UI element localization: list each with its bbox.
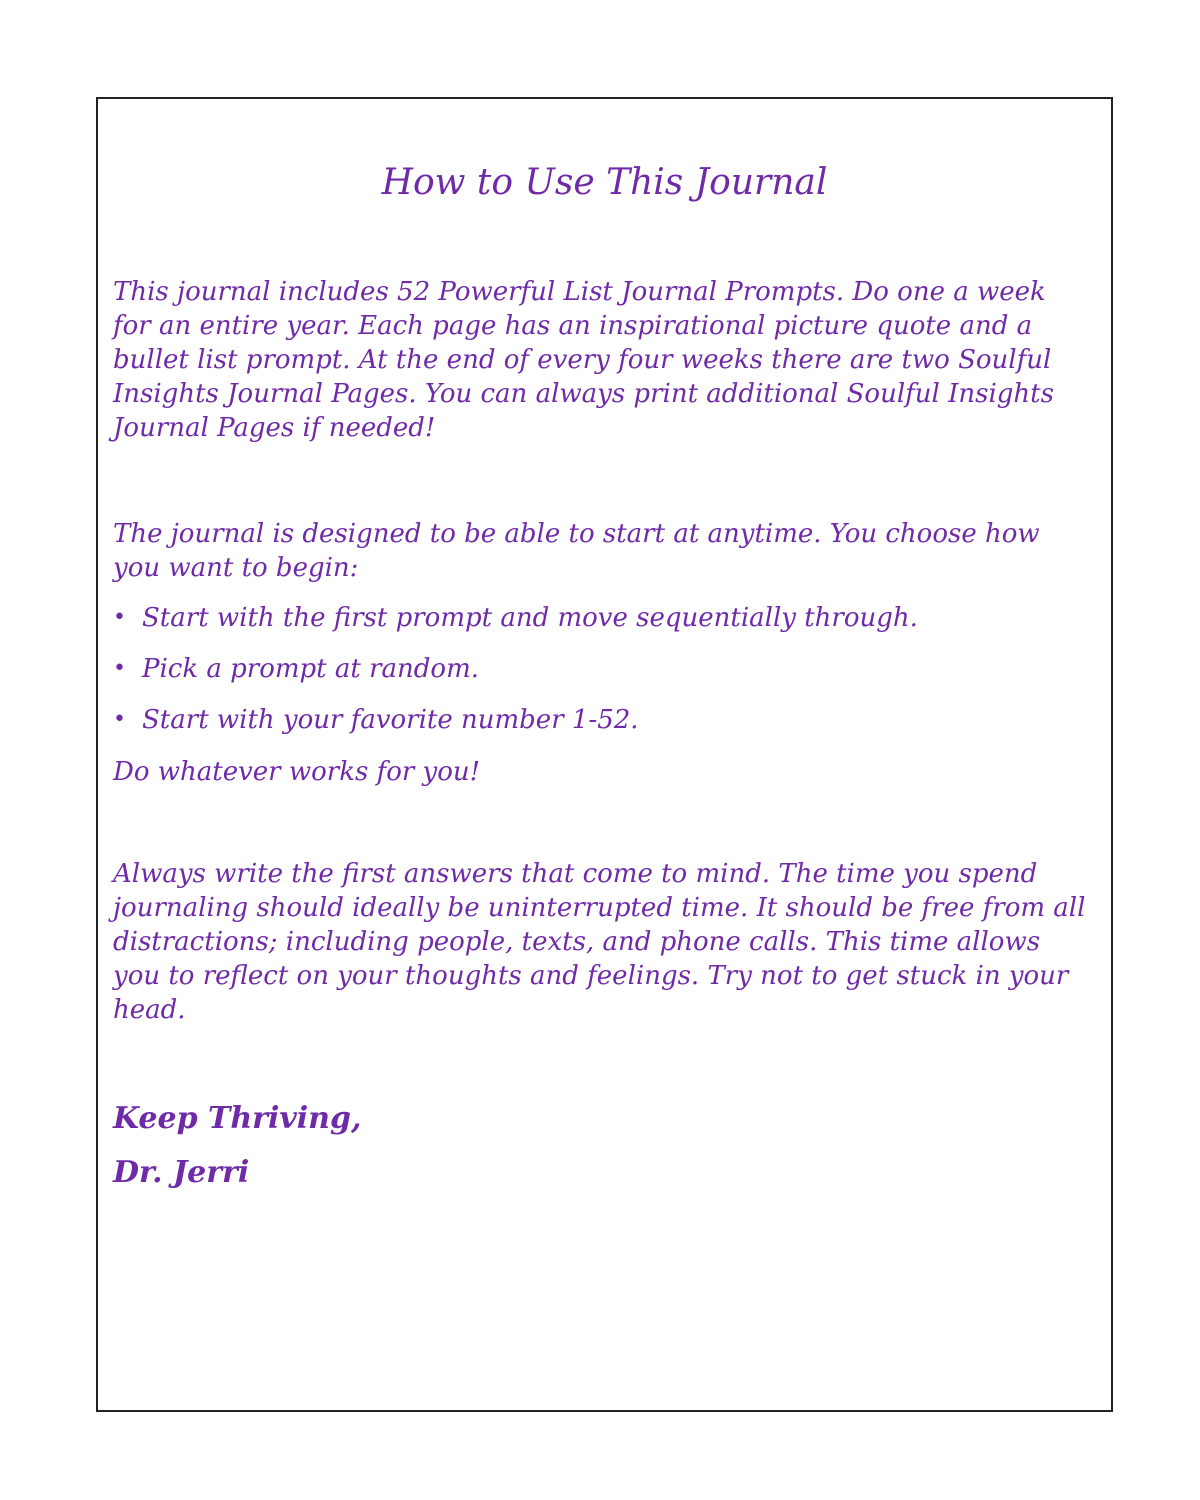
start-options-paragraph: The journal is designed to be able to start at anytime. You choose how you want to begin:: [113, 519, 1040, 583]
list-item: [113, 703, 1088, 737]
writing-advice-paragraph: Always write the first answers that come to mind. The time you spend journaling should ideally be uninterrupted time. It should be free from all distractions; including people, texts, and phone calls. This time allows you to reflect on your thoughts and feelings. Try not to get stuck in your head.: [113, 859, 1086, 1025]
list-item-text: Start with your favorite number 1-52.: [142, 705, 639, 735]
page-frame: [96, 97, 1113, 1412]
bullet-icon: •: [113, 656, 126, 681]
list-item: [113, 652, 1088, 686]
closing-line: Keep Thriving,: [113, 1101, 362, 1136]
intro-paragraph: This journal includes 52 Powerful List Journal Prompts. Do one a week for an entire year. Each page has an inspirational picture quote and a bullet list prompt. At the end of every four weeks there are two Soulful Insights Journal Pages. You can always print additional Soulful Insights Journal Pages if needed!: [113, 277, 1054, 443]
bullet-icon: •: [113, 605, 126, 630]
list-item-text: Pick a prompt at random.: [142, 654, 479, 684]
page-title: How to Use This Journal: [381, 162, 828, 203]
list-item-text: Start with the first prompt and move sequentially through.: [142, 603, 918, 633]
bullet-icon: •: [113, 707, 126, 732]
encouragement-line: Do whatever works for you!: [113, 757, 481, 787]
signature: Dr. Jerri: [113, 1155, 250, 1190]
list-item: [113, 601, 1088, 635]
start-options-list: [113, 601, 1088, 754]
